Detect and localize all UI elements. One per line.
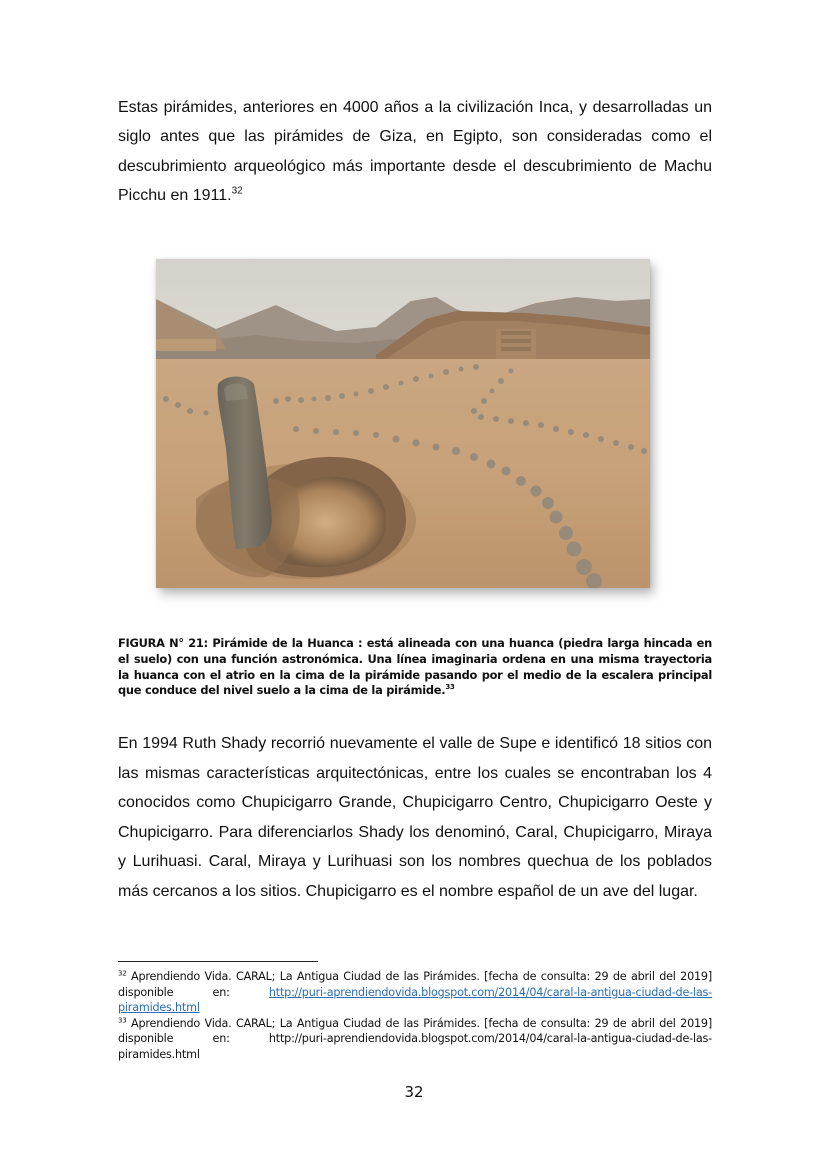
footnote-reference[interactable]: 33 (445, 683, 455, 692)
footnote-separator (118, 961, 318, 962)
footnote-number: 33 (118, 1015, 127, 1024)
footnote-reference[interactable]: 32 (231, 185, 243, 197)
body-paragraph-intro (118, 93, 712, 210)
caption-text: Pirámide de la Huanca : está alineada con una huanca (piedra larga hincada en el suelo) con una función astronómica. Una línea imaginaria ordena en una misma trayectoria la huanca con el atrio en la cima de la pirámide pasando por el medio de la escalera principal que conduce del nivel suelo a la cima de la pirámide. (118, 636, 712, 698)
footnote-text: Aprendiendo Vida. CARAL; La Antigua Ciudad de las Pirámides. [fecha de consulta: 29 de abril del 2019] disponible en: (118, 1016, 713, 1045)
huanca-pyramid-photo (156, 259, 650, 588)
footnote-link[interactable]: http://puri-aprendiendovida.blogspot.com/2014/04/caral-la-antigua-ciudad-de-las-piramides.html (118, 985, 712, 1014)
caption-label: FIGURA N° 21: (118, 636, 208, 650)
figure-photo-huanca-pyramid (156, 259, 650, 588)
figure-caption (118, 636, 712, 699)
paragraph-text: En 1994 Ruth Shady recorrió nuevamente el valle de Supe e identificó 18 sitios con las mismas características arquitectónicas, entre los cuales se encontraban los 4 conocidos como Chupicigarro Grande, Chupicigarro Centro, Chupicigarro Oeste y Chupicigarro. Para diferenciarlos Shady los denominó, Caral, Chupicigarro, Miraya y Lurihuasi. Caral, Miraya y Lurihuasi son los nombres quechua de los poblados más cercanos a los sitios. Chupicigarro es el nombre español de un ave del lugar. (118, 735, 712, 900)
page-number: 32 (404, 1083, 424, 1101)
body-paragraph-shady (118, 729, 712, 907)
footnote-33 (118, 1016, 712, 1063)
footnote-number: 32 (118, 969, 127, 978)
footnote-url-text: http://puri-aprendiendovida.blogspot.com/2014/04/caral-la-antigua-ciudad-de-las-piramides.html (118, 1032, 712, 1061)
footnote-32 (118, 969, 712, 1016)
footnote-text: Aprendiendo Vida. CARAL; La Antigua Ciudad de las Pirámides. [fecha de consulta: 29 de abril del 2019] disponible en: (118, 970, 713, 999)
paragraph-text: Estas pirámides, anteriores en 4000 años a la civilización Inca, y desarrolladas un siglo antes que las pirámides de Giza, en Egipto, son consideradas como el descubrimiento arqueológico más importante desde el descubrimiento de Machu Picchu en 1911. (118, 99, 712, 204)
footnotes-section (118, 969, 712, 1062)
